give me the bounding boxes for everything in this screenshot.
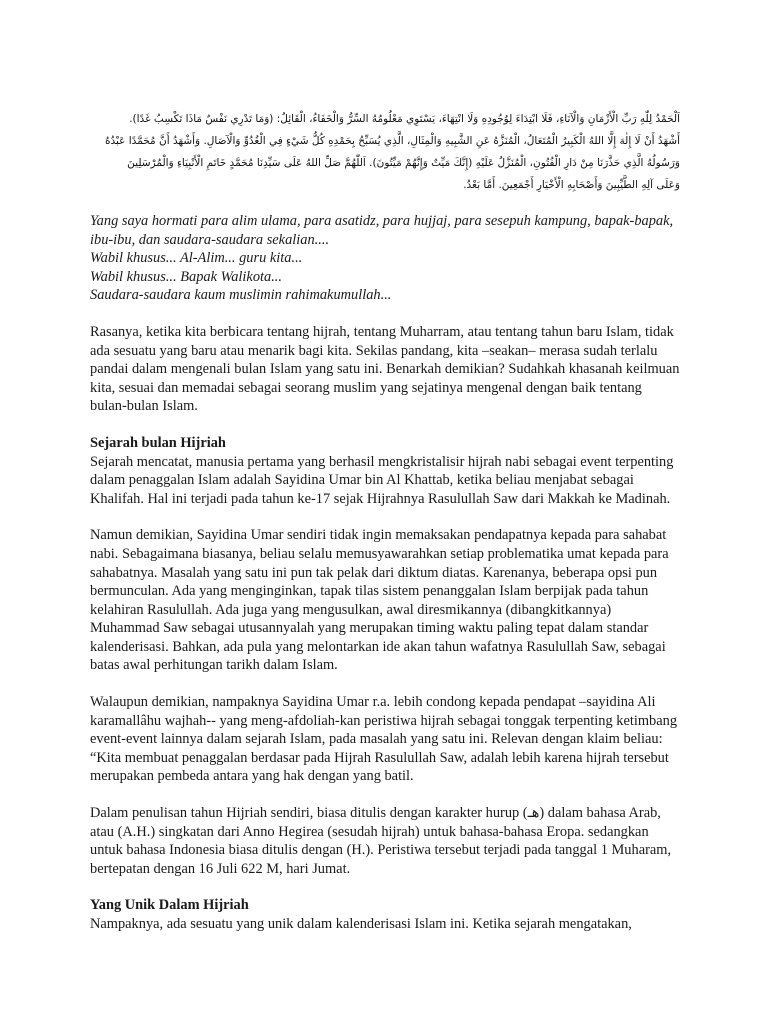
greeting-block [90,212,680,305]
greeting-line: Yang saya hormati para alim ulama, para asatidz, para hujjaj, para sesepuh kampung, bapak-bapak, ibu-ibu, dan saudara-saudara sekalian.... [90,213,674,248]
greeting-line: Saudara-saudara kaum muslimin rahimakumullah... [90,287,392,304]
document-page [90,108,680,952]
section-paragraph: Sejarah mencatat, manusia pertama yang berhasil mengkristalisir hijrah nabi sebagai event terpenting dalam penaggalan Islam adalah Sayidina Umar bin Al Khattab, ketika beliau menjabat sebagai Khalifah. Hal ini terjadi pada tahun ke-17 sejak Hijrahnya Rasulullah Saw dari Makkah ke Madinah. [90,453,674,507]
arabic-opening-prayer [90,108,680,196]
section-paragraph: Dalam penulisan tahun Hijriah sendiri, biasa ditulis dengan karakter hurup (هـ) dalam bahasa Arab, atau (A.H.) singkatan dari Anno Hegirea (sesudah hijrah) untuk bahasa-bahasa Eropa. sedangkan untuk bahasa Indonesia biasa ditulis dengan (H.). Peristiwa tersebut terjadi pada tanggal 1 Muharam, bertepatan dengan 16 Juli 622 M, hari Jumat. [90,805,672,877]
arabic-line: وَعَلَى آلِهِ الطَّيِّبِينَ وَأَصْحَابِهِ الْأَخْيَارِ أَجْمَعِينَ. أَمَّا بَعْدُ. [463,179,680,191]
arabic-line: اَلْحَمْدُ لِلّٰهِ رَبِّ الْأَزْمَانِ وَالْآنَاءِ، فَلَا ابْتِدَاءَ لِوُجُودِهِ وَلَا انْتِهَاءَ، يَسْتَوِي مَعْلُومُهُ السِّرُّ وَالْخَفَاءُ، الْقَائِلُ: (وَمَا تَدْرِي نَفْسٌ مَاذَا تَكْسِبُ غَدًا). [129,113,680,125]
intro-paragraph: Rasanya, ketika kita berbicara tentang hijrah, tentang Muharram, atau tentang tahun baru Islam, tidak ada sesuatu yang baru atau menarik bagi kita. Sekilas pandang, kita –seakan– merasa sudah terlalu pandai dalam mengenali bulan Islam yang satu ini. Benarkah demikian? Sudahkah khasanah keilmuan kita, sesuai dan memadai sebagai seorang muslim yang sejatinya mengenal dengan baik tentang bulan-bulan Islam. [90,323,680,415]
greeting-line: Wabil khusus... Bapak Walikota... [90,268,283,285]
section-sejarah-bulan-hijriah [90,434,680,878]
section-paragraph: Nampaknya, ada sesuatu yang unik dalam kalenderisasi Islam ini. Ketika sejarah mengatakan, [90,916,632,932]
section-paragraph: Walaupun demikian, nampaknya Sayidina Umar r.a. lebih condong kepada pendapat –sayidina Ali karamallâhu wajhah-- yang meng-afdoliah-kan peristiwa hijrah sebagai tonggak terpenting ketimbang event-event lainnya dalam sejarah Islam, pada masalah yang satu ini. Relevan dengan klaim beliau: “Kita membuat penaggalan berdasar pada Hijrah Rasulullah Saw, adalah lebih karena hijrah tersebut merupakan pembeda antara yang hak dengan yang batil. [90,694,678,785]
section-heading: Yang Unik Dalam Hijriah [90,897,249,914]
section-yang-unik-dalam-hijriah [90,896,680,933]
arabic-line: أَشْهَدُ أَنْ لَا إِلٰهَ إِلَّا اللهُ الْكَبِيرُ الْمُتَعَالُ، الْمُنَزَّهُ عَنِ الشَّبِيهِ وَالْمِثَالِ، الَّذِي يُسَبِّحُ بِحَمْدِهِ كُلُّ شَيْءٍ فِي الْغُدُوِّ وَالْآصَالِ. وَأَشْهَدُ أَنَّ مُحَمَّدًا عَبْدُهُ [104,135,680,147]
section-heading: Sejarah bulan Hijriah [90,434,226,451]
arabic-line: وَرَسُولُهُ الَّذِي حَذَّرَنَا مِنْ دَارِ الْفُتُونِ، الْمُنَزَّلُ عَلَيْهِ (إِنَّكَ مَيِّتٌ وَإِنَّهُمْ مَيِّتُونَ). اَللّٰهُمَّ صَلِّ اللهُ عَلَى سَيِّدِنَا مُحَمَّدٍ خَاتَمِ الْأَنْبِيَاءِ وَالْمُرْسَلِينَ [127,157,680,169]
section-paragraph: Namun demikian, Sayidina Umar sendiri tidak ingin memaksakan pendapatnya kepada para sahabat nabi. Sebagaimana biasanya, beliau selalu memusyawarahkan setiap problematika umat kepada para sahabatnya. Masalah yang satu ini pun tak pelak dari diktum diatas. Karenanya, beberapa opsi pun bermunculan. Ada yang menginginkan, tapak tilas sistem penanggalan Islam berpijak pada tahun kelahiran Rasulullah. Ada juga yang mengusulkan, awal diresmikannya (dibangkitkannya) Muhammad Saw sebagai utusannyalah yang merupakan timing waktu paling tepat dalam standar kalenderisasi. Bahkan, ada pula yang melontarkan ide akan tahun wafatnya Rasulullah Saw, sebagai batas awal perhitungan tarikh dalam Islam. [90,527,669,674]
greeting-line: Wabil khusus... Al-Alim... guru kita... [90,250,303,267]
